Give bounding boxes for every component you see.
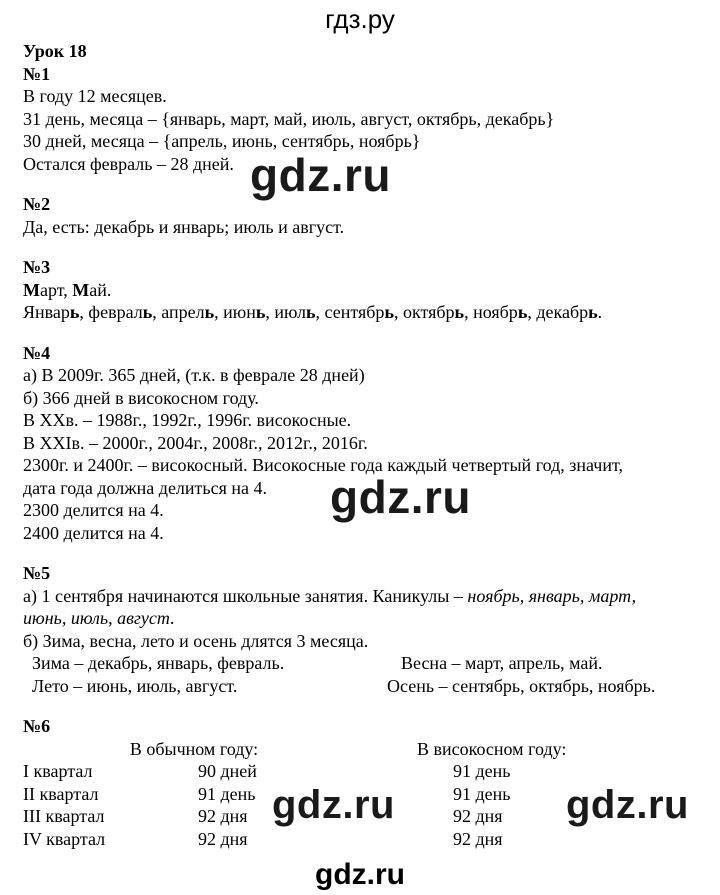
exercise-4-line: б) 366 дней в високосном году. [23,387,259,408]
exercise-4-line: В XXIв. – 2000г., 2004г., 2008г., 2012г., 2016г. [23,432,368,453]
quarter-regular-days: 92 дня [198,828,248,849]
season-autumn: Осень – сентябрь, октябрь, ноябрь. [387,675,656,696]
exercise-5-number: №5 [23,563,51,583]
exercise-2-number: №2 [23,194,51,214]
watermark: gdz.ru [566,783,689,827]
footer-watermark: gdz.ru [315,858,405,891]
exercise-1-line: Остался февраль – 28 дней. [23,153,234,174]
seasons-row [23,652,703,675]
exercise-6-number: №6 [23,716,51,736]
quarter-leap-days: 91 день [453,761,511,781]
exercise-4-line: а) В 2009г. 365 дней, (т.к. в феврале 28 дней) [23,365,365,385]
quarters-header [23,738,703,761]
watermark: gdz.ru [330,471,471,523]
exercise-1-number: №1 [23,63,51,84]
exercise-3-number: №3 [23,257,51,277]
quarter-label: I квартал [23,761,93,781]
quarter-leap-days: 92 дня [453,806,503,826]
exercise-4-line: В XXв. – 1988г., 1992г., 1996г. високосные. [23,410,352,430]
exercise-3-line-1: Март, Май. [23,279,112,300]
header-leap-year: В високосном году: [417,738,567,759]
quarter-label: II квартал [23,783,99,804]
quarter-regular-days: 90 дней [198,761,257,781]
quarter-leap-days: 92 дня [453,828,503,849]
exercise-1-line: В году 12 месяцев. [23,86,167,106]
exercise-4-number: №4 [23,342,51,363]
quarter-row [23,828,703,851]
exercise-4-line: дата года должна делиться на 4. [23,477,268,498]
exercise-3-line-2: Январь, февраль, апрель, июнь, июль, сентябрь, октябрь, ноябрь, декабрь. [23,302,603,322]
exercise-4-line: 2300г. и 2400г. – високосный. Високосные года каждый четвертый год, значит, [23,455,623,475]
quarter-regular-days: 91 день [198,783,256,804]
season-spring: Весна – март, апрель, май. [401,653,603,673]
quarter-label: IV квартал [23,828,106,849]
quarter-label: III квартал [23,806,105,826]
exercise-5-line-a: а) 1 сентября начинаются школьные занятия. Каникулы – ноябрь, январь, март, [23,585,637,606]
quarter-row [23,760,703,783]
site-header: гдз.ру [325,4,395,34]
season-summer: Лето – июнь, июль, август. [32,675,238,696]
exercise-2-line: Да, есть: декабрь и январь; июль и август. [23,216,345,237]
quarter-leap-days: 91 день [453,783,511,804]
exercise-1-line: 30 дней, месяца – {апрель, июнь, сентябрь, ноябрь} [23,131,421,151]
seasons-row [23,675,703,698]
lesson-title: Урок 18 [23,41,87,61]
watermark: gdz.ru [250,149,391,201]
watermark: gdz.ru [272,783,395,827]
exercise-1-line: 31 день, месяца – {январь, март, май, июль, август, октябрь, декабрь} [23,108,555,129]
season-winter: Зима – декабрь, январь, февраль. [32,653,285,673]
exercise-5-line-a-cont: июнь, июль, август. [23,608,175,628]
quarter-regular-days: 92 дня [198,806,248,826]
header-regular-year: В обычном году: [129,738,259,759]
exercise-4-line: 2400 делится на 4. [23,522,164,543]
exercise-5-line-b: б) Зима, весна, лето и осень длятся 3 месяца. [23,630,369,651]
exercise-4-line: 2300 делится на 4. [23,500,164,520]
